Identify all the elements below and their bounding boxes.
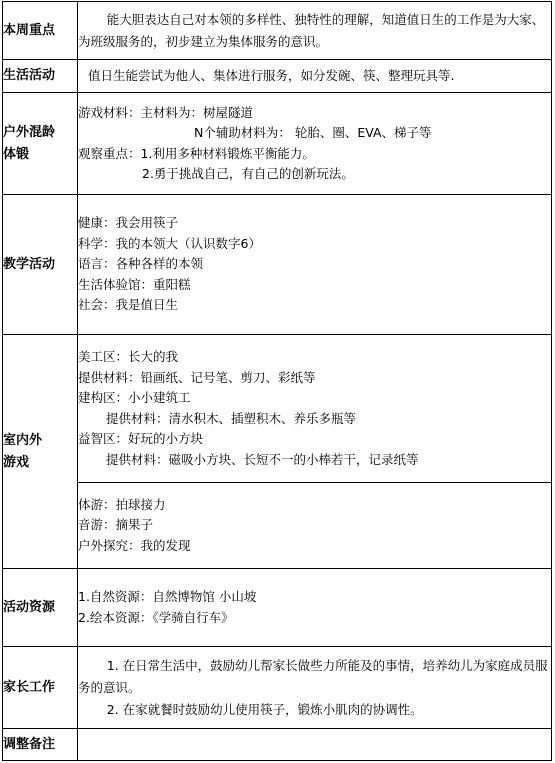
teaching-line: 语言：各种各样的本领 <box>78 256 204 272</box>
row-activity-resources <box>3 569 552 647</box>
label-games-line1: 室内外 <box>3 432 43 448</box>
content-parent-work <box>78 647 552 729</box>
label-outdoor-line1: 户外混龄 <box>3 124 56 140</box>
parent-work-item-2: 2. 在家就餐时鼓励幼儿使用筷子，锻炼小肌肉的协调性。 <box>106 701 423 717</box>
content-outdoor-exercise <box>78 93 552 195</box>
resources-line: 2.绘本资源：《学骑自行车》 <box>78 609 234 625</box>
resources-line: 1.自然资源：自然博物馆 小山坡 <box>78 589 257 604</box>
label-outdoor-line2: 体锻 <box>3 146 30 162</box>
outdoor-line: 2.勇于挑战自己，有自己的创新玩法。 <box>142 166 354 181</box>
label-weekly-focus: 本周重点 <box>3 2 78 60</box>
games-line: 美工区：长大的我 <box>78 349 179 364</box>
teaching-line: 生活体验馆：重阳糕 <box>78 276 191 292</box>
label-indoor-outdoor-games <box>3 335 78 569</box>
row-life-activity <box>3 60 552 93</box>
row-teaching-activity <box>3 195 552 335</box>
label-life-activity: 生活活动 <box>3 60 78 93</box>
content-weekly-focus <box>78 2 552 60</box>
label-activity-resources: 活动资源 <box>3 569 78 647</box>
life-activity-text: 值日生能尝试为他人、集体进行服务，如分发碗、筷、整理玩具等. <box>88 67 455 83</box>
parent-work-item-1: 1. 在日常生活中，鼓励幼儿帮家长做些力所能及的事情，培养幼儿为家庭成员服务的意识。 <box>78 657 548 695</box>
label-teaching-activity: 教学活动 <box>3 195 78 335</box>
row-indoor-outdoor-games-2 <box>3 483 552 569</box>
teaching-line: 社会：我是值日生 <box>78 297 179 313</box>
outdoor-line: 观察重点：1.利用多种材料锻炼平衡能力。 <box>78 145 315 161</box>
teaching-line: 科学：我的本领大（认识数字6） <box>78 235 261 251</box>
weekly-focus-text: 能大胆表达自己对本领的多样性、独特性的理解，知道值日生的工作是为大家、为班级服务的，初步建立为集体服务的意识。 <box>78 11 545 49</box>
row-parent-work <box>3 647 552 729</box>
content-adjustment-notes <box>78 729 552 761</box>
content-activity-resources <box>78 569 552 647</box>
games-line: 提供材料：铅画纸、记号笔、剪刀、彩纸等 <box>78 369 316 385</box>
games-line: 益智区：好玩的小方块 <box>78 431 204 446</box>
row-indoor-outdoor-games <box>3 335 552 483</box>
weekly-plan-table <box>2 1 552 761</box>
games-line: 提供材料：清水积木、插塑积木、养乐多瓶等 <box>106 410 357 426</box>
content-life-activity <box>78 60 552 93</box>
label-adjustment-notes: 调整备注 <box>3 729 78 761</box>
row-outdoor-exercise <box>3 93 552 195</box>
games-line: 体游：拍球接力 <box>78 496 166 512</box>
row-weekly-focus <box>3 2 552 60</box>
label-parent-work: 家长工作 <box>3 647 78 729</box>
row-adjustment-notes <box>3 729 552 761</box>
games-line: 音游：摘果子 <box>78 517 154 533</box>
label-games-line2: 游戏 <box>3 454 30 470</box>
label-outdoor-exercise <box>3 93 78 195</box>
outdoor-line: 游戏材料：主材料为：树屋隧道 <box>78 104 254 120</box>
games-line: 户外探究：我的发现 <box>78 537 191 553</box>
content-group-games <box>78 483 552 569</box>
content-teaching-activity <box>78 195 552 335</box>
content-area-games <box>78 335 552 483</box>
teaching-line: 健康：我会用筷子 <box>78 215 179 231</box>
games-line: 提供材料：磁吸小方块、长短不一的小棒若干，记录纸等 <box>106 451 419 467</box>
outdoor-line: N个辅助材料为： 轮胎、圈、EVA、梯子等 <box>194 125 432 140</box>
games-line: 建构区：小小建筑工 <box>78 390 191 405</box>
